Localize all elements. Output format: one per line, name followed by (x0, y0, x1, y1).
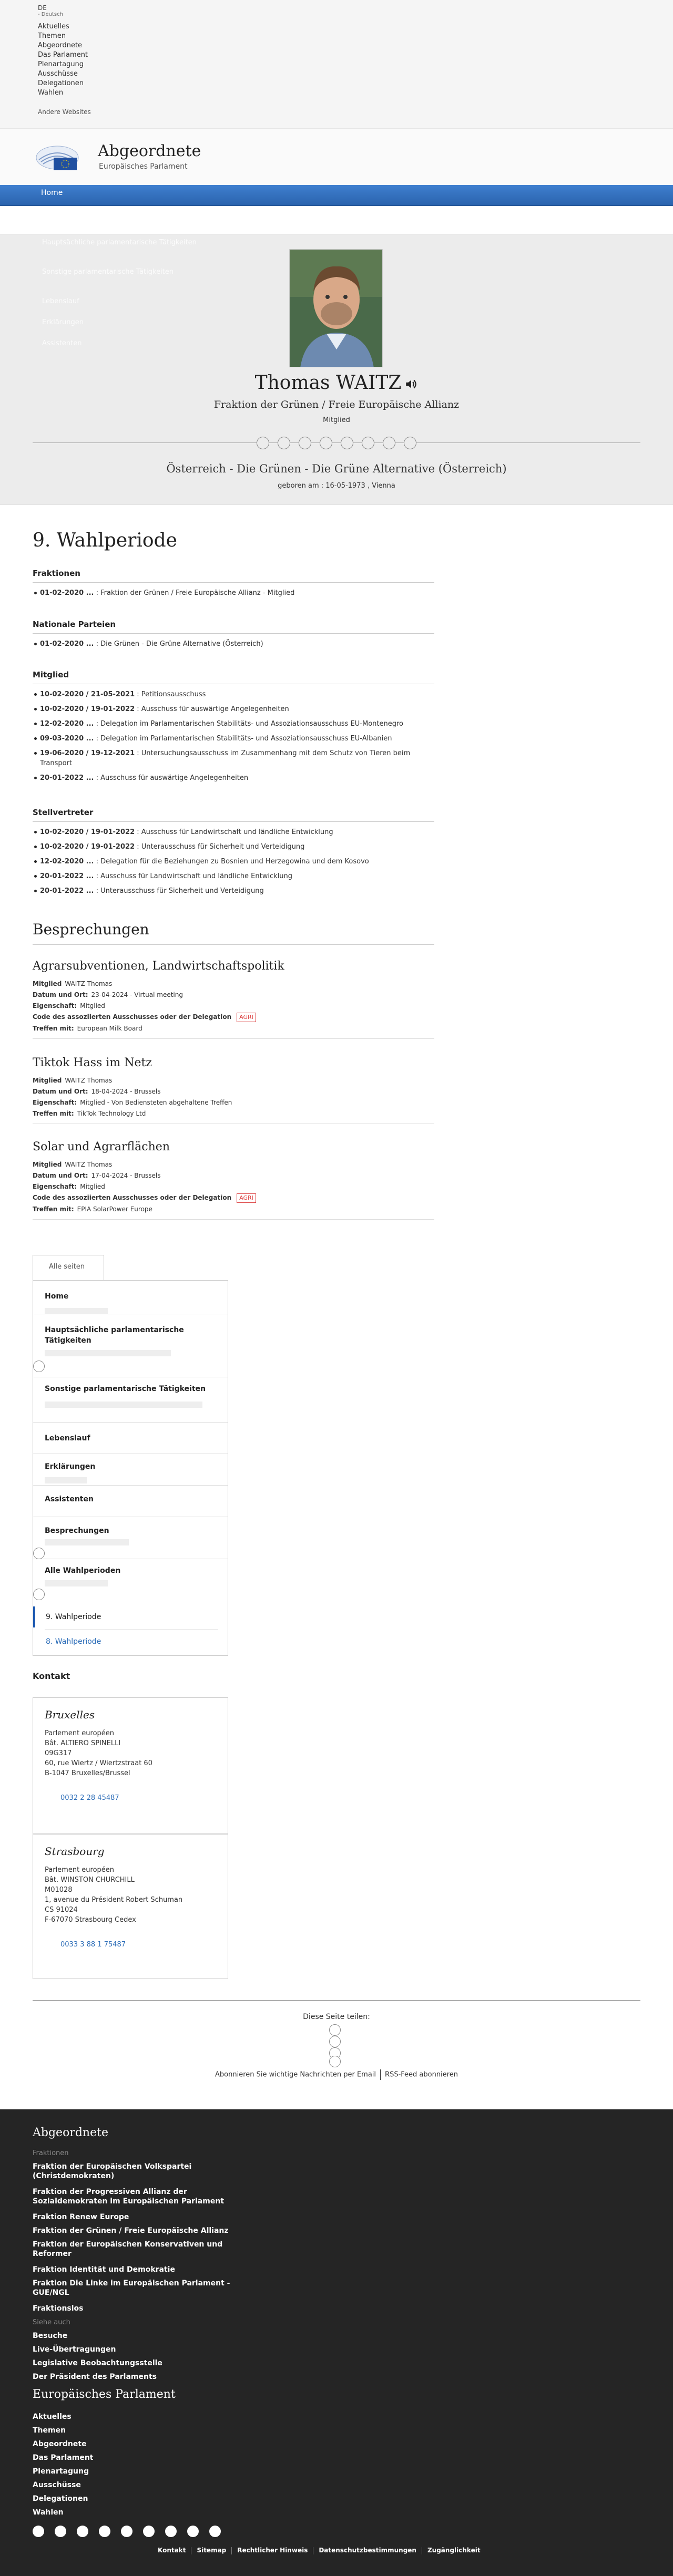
divider (33, 1038, 434, 1039)
section-title: Fraktionen (33, 569, 434, 583)
mep-national-party: Österreich - Die Grünen - Die Grüne Alternative (Österreich) (166, 462, 507, 475)
portrait-image (290, 250, 383, 367)
section-title: Stellvertreter (33, 808, 434, 822)
footer-link[interactable]: Aktuelles (33, 2413, 72, 2421)
footer-snapchat-icon[interactable] (187, 2526, 199, 2537)
footer-title[interactable]: Europäisches Parlament (33, 2388, 176, 2401)
social-links (257, 437, 416, 449)
meetings-title: Besprechungen (33, 921, 434, 945)
footer-link[interactable]: Der Präsident des Parlaments (33, 2373, 157, 2381)
list-item: 10-02-2020 / 19-01-2022 : Unterausschuss für Sicherheit und Verteidigung (33, 842, 434, 852)
list-item: 10-02-2020 / 19-01-2022 : Ausschuss für auswärtige Angelegenheiten (33, 704, 434, 714)
city-title: Bruxelles (45, 1708, 95, 1721)
rss-icon[interactable] (404, 437, 416, 449)
list-item: 09-03-2020 ... : Delegation im Parlamentarischen Stabilitäts- und Assoziationsausschuss EU-Albanien (33, 734, 434, 744)
meeting-card: Agrarsubventionen, Landwirtschaftspolitik Mitglied WAITZ Thomas Datum und Ort: 23-04-2024 - Virtual meeting Eigenschaft: Mitglied Code des assoziierten Ausschusses oder der Delegation AGRI Treffen mit: European Milk Board (33, 960, 434, 1039)
footer-link[interactable]: Fraktion Renew Europe (33, 2213, 129, 2221)
footer-link[interactable]: Legislative Beobachtungsstelle (33, 2359, 162, 2367)
list-item: 20-01-2022 ... : Ausschuss für Landwirtschaft und ländliche Entwicklung (33, 871, 434, 881)
linkedin-icon[interactable] (383, 437, 395, 449)
nav-home-link[interactable]: Home (41, 189, 63, 197)
section-stellvertreter (33, 808, 434, 901)
site-title[interactable]: Abgeordnete (98, 142, 201, 160)
footer-link[interactable]: Delegationen (33, 2495, 88, 2503)
mep-birth-info: geboren am : 16-05-1973 , Vienna (278, 482, 395, 490)
meeting-card: Tiktok Hass im Netz Mitglied WAITZ Thomas Datum und Ort: 18-04-2024 - Brussels Eigenschaft: Mitglied - Von Bediensteten abgehaltene Treffen Treffen mit: TikTok Technology Ltd (33, 1056, 434, 1124)
twitter-icon[interactable] (320, 437, 332, 449)
list-item: 20-01-2022 ... : Ausschuss für auswärtige Angelegenheiten (33, 773, 434, 783)
language-selector[interactable]: DE (38, 4, 47, 12)
meeting-title: Tiktok Hass im Netz (33, 1056, 152, 1069)
footer-link[interactable]: Wahlen (33, 2508, 64, 2517)
contact-title: Kontakt (33, 1671, 70, 1681)
share-email-icon[interactable] (329, 2056, 341, 2067)
section-mitglied (33, 670, 434, 788)
top-nav-item[interactable]: Delegationen (38, 79, 84, 87)
footer-bottom-link[interactable]: Zugänglichkeit (427, 2547, 481, 2554)
footer-bottom-link[interactable]: Datenschutzbestimmungen (319, 2547, 416, 2554)
menu-item-declarations[interactable]: Erklärungen (33, 1454, 228, 1486)
phone-link[interactable]: 0032 2 28 45487 (60, 1794, 119, 1802)
footer-link[interactable]: Plenartagung (33, 2467, 89, 2476)
footer-link[interactable]: Fraktion der Europäischen Konservativen und Reformer (33, 2240, 223, 2258)
footer-twitter-icon[interactable] (55, 2526, 66, 2537)
meeting-title: Agrarsubventionen, Landwirtschaftspolitik (33, 960, 284, 973)
footer-link[interactable]: Das Parlament (33, 2454, 94, 2462)
ghost-menu-item: Assistenten (42, 339, 82, 347)
top-nav-item[interactable]: Wahlen (38, 89, 64, 97)
footer-link[interactable]: Fraktion Die Linke im Europäischen Parlament - GUE/NGL (33, 2279, 230, 2297)
top-nav-item[interactable]: Plenartagung (38, 60, 84, 68)
site-subtitle: Europäisches Parlament (99, 162, 188, 171)
committee-code-badge[interactable]: AGRI (237, 1193, 256, 1203)
facebook-icon[interactable] (299, 437, 311, 449)
rss-subscribe-link[interactable]: RSS-Feed abonnieren (385, 2070, 458, 2079)
footer-linkedin-icon[interactable] (99, 2526, 110, 2537)
ep-logo-icon[interactable] (36, 144, 79, 171)
footer-link[interactable]: Fraktion der Progressiven Allianz der Sozialdemokraten im Europäischen Parlament (33, 2188, 225, 2206)
meeting-title: Solar und Agrarflächen (33, 1140, 170, 1153)
footer-link[interactable]: Themen (33, 2426, 66, 2435)
list-item: 01-02-2020 ... : Die Grünen - Die Grüne Alternative (Österreich) (33, 639, 434, 649)
menu-item-home[interactable]: Home (33, 1281, 228, 1314)
address-card-strasbourg: Strasbourg Parlement européen Bât. WINSTON CHURCHILL M01028 1, avenue du Président Robert Schuman CS 91024 F-67070 Strasbourg Cedex 0033 3 88 1 75487 (33, 1834, 228, 1979)
footer-flickr-icon[interactable] (77, 2526, 88, 2537)
email-icon[interactable] (257, 437, 269, 449)
footer-heading: Siehe auch (33, 2319, 70, 2326)
menu-item-all-terms[interactable]: Alle Wahlperioden (33, 1559, 228, 1604)
term-title: 9. Wahlperiode (33, 530, 177, 551)
top-nav-item[interactable]: Aktuelles (38, 23, 69, 30)
top-nav-item[interactable]: Themen (38, 32, 66, 40)
footer-youtube-icon[interactable] (121, 2526, 132, 2537)
instagram-icon[interactable] (341, 437, 353, 449)
list-item: 19-06-2020 / 19-12-2021 : Untersuchungsausschuss im Zusammenhang mit dem Schutz von Tieren beim Transport (33, 748, 434, 768)
share-twitter-icon[interactable] (329, 2036, 341, 2047)
footer-reddit-icon[interactable] (209, 2526, 221, 2537)
menu-item-assistants[interactable]: Assistenten (33, 1486, 228, 1517)
menu-item-other-activities[interactable]: Sonstige parlamentarische Tätigkeiten (33, 1377, 228, 1423)
footer-link[interactable]: Fraktion der Europäischen Volkspartei (Christdemokraten) (33, 2162, 192, 2180)
divider (33, 2000, 640, 2001)
top-nav-item[interactable]: Das Parlament (38, 51, 88, 59)
site-footer (0, 2109, 673, 2576)
top-utility-bar (0, 0, 673, 129)
city-title: Strasbourg (45, 1845, 105, 1858)
footer-heading: Fraktionen (33, 2149, 69, 2157)
list-item: 10-02-2020 / 21-05-2021 : Petitionsausschuss (33, 689, 434, 699)
list-item: 12-02-2020 ... : Delegation im Parlamentarischen Stabilitäts- und Assoziationsausschuss EU-Montenegro (33, 719, 434, 729)
share-label: Diese Seite teilen: (303, 2013, 370, 2021)
section-title: Mitglied (33, 670, 434, 684)
section-title: Nationale Parteien (33, 620, 434, 634)
mep-name (0, 372, 673, 394)
ghost-menu-item: Sonstige parlamentarische Tätigkeiten (42, 268, 174, 276)
main-navigation (0, 185, 673, 206)
committee-code-badge[interactable]: AGRI (237, 1013, 256, 1022)
ghost-menu-item: Lebenslauf (42, 297, 79, 305)
top-nav-item[interactable]: Ausschüsse (38, 70, 78, 78)
mep-political-group: Fraktion der Grünen / Freie Europäische Allianz (213, 399, 460, 410)
footer-link[interactable]: Live-Übertragungen (33, 2345, 116, 2354)
footer-link[interactable]: Fraktion Identität und Demokratie (33, 2265, 175, 2274)
footer-bottom-link[interactable]: Kontakt (158, 2547, 186, 2554)
menu-sub-term-8[interactable]: 8. Wahlperiode (46, 1637, 101, 1646)
phone-link[interactable]: 0033 3 88 1 75487 (60, 1941, 126, 1949)
speaker-icon[interactable] (404, 377, 418, 391)
footer-instagram-icon[interactable] (143, 2526, 155, 2537)
footer-link[interactable]: Fraktion der Grünen / Freie Europäische Allianz (33, 2227, 229, 2235)
footer-link[interactable]: Ausschüsse (33, 2481, 81, 2489)
footer-link[interactable]: Besuche (33, 2332, 68, 2340)
all-pages-tab[interactable]: Alle seiten (33, 1255, 104, 1280)
list-item: 10-02-2020 / 19-01-2022 : Ausschuss für Landwirtschaft und ländliche Entwicklung (33, 827, 434, 837)
footer-link[interactable]: Fraktionslos (33, 2304, 84, 2313)
top-navigation (38, 22, 88, 98)
menu-item-meetings[interactable]: Besprechungen (33, 1517, 228, 1559)
list-item: 12-02-2020 ... : Delegation für die Beziehungen zu Bosnien und Herzegowina und dem Kosovo (33, 857, 434, 867)
footer-bottom-link[interactable]: Sitemap (197, 2547, 227, 2554)
footer-title[interactable]: Abgeordnete (33, 2126, 108, 2139)
menu-item-cv[interactable]: Lebenslauf (33, 1423, 228, 1454)
divider (33, 1219, 434, 1220)
footer-bottom-link[interactable]: Rechtlicher Hinweis (237, 2547, 308, 2554)
subscribe-bar (0, 2069, 673, 2080)
share-facebook-icon[interactable] (329, 2024, 341, 2036)
footer-link[interactable]: Abgeordnete (33, 2440, 87, 2448)
page-menu (33, 1280, 228, 1656)
footer-pinterest-icon[interactable] (165, 2526, 177, 2537)
website-icon[interactable] (278, 437, 290, 449)
meeting-card: Solar und Agrarflächen Mitglied WAITZ Thomas Datum und Ort: 17-04-2024 - Brussels Eigenschaft: Mitglied Code des assoziierten Ausschusses oder der Delegation AGRI Treffen mit: EPIA SolarPower Europe (33, 1140, 434, 1220)
list-item: 20-01-2022 ... : Unterausschuss für Sicherheit und Verteidigung (33, 886, 434, 896)
mep-photo (289, 249, 383, 367)
youtube-icon[interactable] (362, 437, 374, 449)
section-fraktionen (33, 569, 434, 603)
footer-bottom-links (158, 2547, 481, 2554)
ghost-menu-item: Erklärungen (42, 318, 84, 326)
menu-sub-term-9[interactable]: 9. Wahlperiode (33, 1606, 228, 1627)
section-nationale-parteien (33, 620, 434, 654)
list-item: 01-02-2020 ... : Fraktion der Grünen / Freie Europäische Allianz - Mitglied (33, 588, 434, 598)
menu-item-main-activities[interactable]: Hauptsächliche parlamentarische Tätigkeiten (33, 1314, 228, 1377)
email-subscribe-link[interactable]: Abonnieren Sie wichtige Nachrichten per Email (215, 2070, 376, 2079)
top-nav-item[interactable]: Abgeordnete (38, 42, 83, 49)
language-name[interactable]: - Deutsch (38, 12, 63, 17)
other-websites-link[interactable]: Andere Websites (38, 108, 91, 116)
footer-facebook-icon[interactable] (33, 2526, 44, 2537)
ghost-menu-item: Hauptsächliche parlamentarische Tätigkeiten (42, 239, 197, 246)
mep-role: Mitglied (323, 416, 350, 424)
address-card-brussels: Bruxelles Parlement européen Bât. ALTIERO SPINELLI 09G317 60, rue Wiertz / Wiertzstraat 60 B-1047 Bruxelles/Brussel 0032 2 28 45487 (33, 1697, 228, 1834)
mep-name-text: Thomas WAITZ (254, 372, 402, 394)
